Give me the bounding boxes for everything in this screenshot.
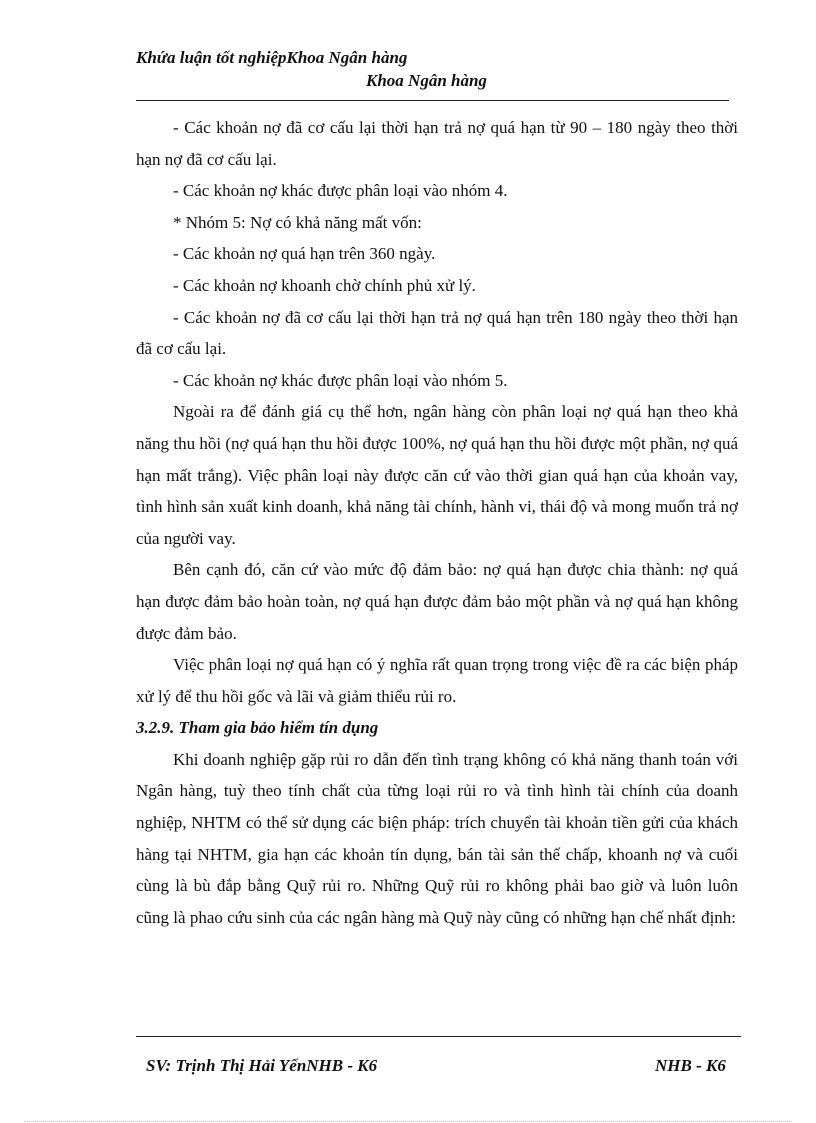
document-body xyxy=(136,112,738,933)
paragraph: - Các khoản nợ khác được phân loại vào nhóm 5. xyxy=(173,370,508,390)
paragraph: Việc phân loại nợ quá hạn có ý nghĩa rất quan trọng trong việc đề ra các biện pháp xử lý để thu hồi gốc và lãi và giảm thiểu rủi ro. xyxy=(136,655,738,706)
paragraph: Ngoài ra để đánh giá cụ thể hơn, ngân hàng còn phân loại nợ quá hạn theo khả năng thu hồi (nợ quá hạn thu hồi được 100%, nợ quá hạn thu hồi được một phần, nợ quá hạn mất trắng). Việc phân loại này được căn cứ vào thời gian quá hạn của khoản vay, tình hình sản xuất kinh doanh, khả năng tài chính, hành vi, thái độ và mong muốn trả nợ của người vay. xyxy=(136,402,738,548)
page-edge-dots xyxy=(24,1121,792,1122)
paragraph: - Các khoản nợ đã cơ cấu lại thời hạn trả nợ quá hạn từ 90 – 180 ngày theo thời hạn nợ đã cơ cấu lại. xyxy=(136,118,738,169)
footer-divider xyxy=(136,1036,741,1037)
section-heading: 3.2.9. Tham gia bảo hiểm tín dụng xyxy=(136,718,379,738)
paragraph: * Nhóm 5: Nợ có khả năng mất vốn: xyxy=(173,212,422,232)
header-divider xyxy=(136,100,729,101)
paragraph: - Các khoản nợ khác được phân loại vào nhóm 4. xyxy=(173,181,508,201)
header-title: Khứa luận tốt nghiệpKhoa Ngân hàng xyxy=(136,48,408,67)
paragraph: - Các khoản nợ quá hạn trên 360 ngày. xyxy=(173,244,436,264)
footer-author: SV: Trịnh Thị Hải YếnNHB - K6 xyxy=(146,1056,378,1075)
paragraph: - Các khoản nợ khoanh chờ chính phủ xử lý. xyxy=(173,275,476,295)
footer-class: NHB - K6 xyxy=(655,1056,726,1075)
paragraph: Khi doanh nghiệp gặp rủi ro dẫn đến tình trạng không có khả năng thanh toán với Ngân hàng, tuỳ theo tính chất của từng loại rủi ro và tình hình tài chính của doanh nghiệp, NHTM có thể sử dụng các biện pháp: trích chuyển tài khoản tiền gửi của khách hàng tại NHTM, gia hạn các khoản tín dụng, bán tài sản thế chấp, khoanh nợ và cuối cùng là bù đắp bằng Quỹ rủi ro. Những Quỹ rủi ro không phải bao giờ và luôn luôn cũng là phao cứu sinh của các ngân hàng mà Quỹ này cũng có những hạn chế nhất định: xyxy=(136,749,738,927)
paragraph: Bên cạnh đó, căn cứ vào mức độ đảm bảo: nợ quá hạn được chia thành: nợ quá hạn được đảm bảo hoàn toàn, nợ quá hạn được đảm bảo một phần và nợ quá hạn không được đảm bảo. xyxy=(136,560,738,643)
header-subtitle: Khoa Ngân hàng xyxy=(366,71,487,90)
paragraph: - Các khoản nợ đã cơ cấu lại thời hạn trả nợ quá hạn trên 180 ngày theo thời hạn đã cơ cấu lại. xyxy=(136,307,738,359)
